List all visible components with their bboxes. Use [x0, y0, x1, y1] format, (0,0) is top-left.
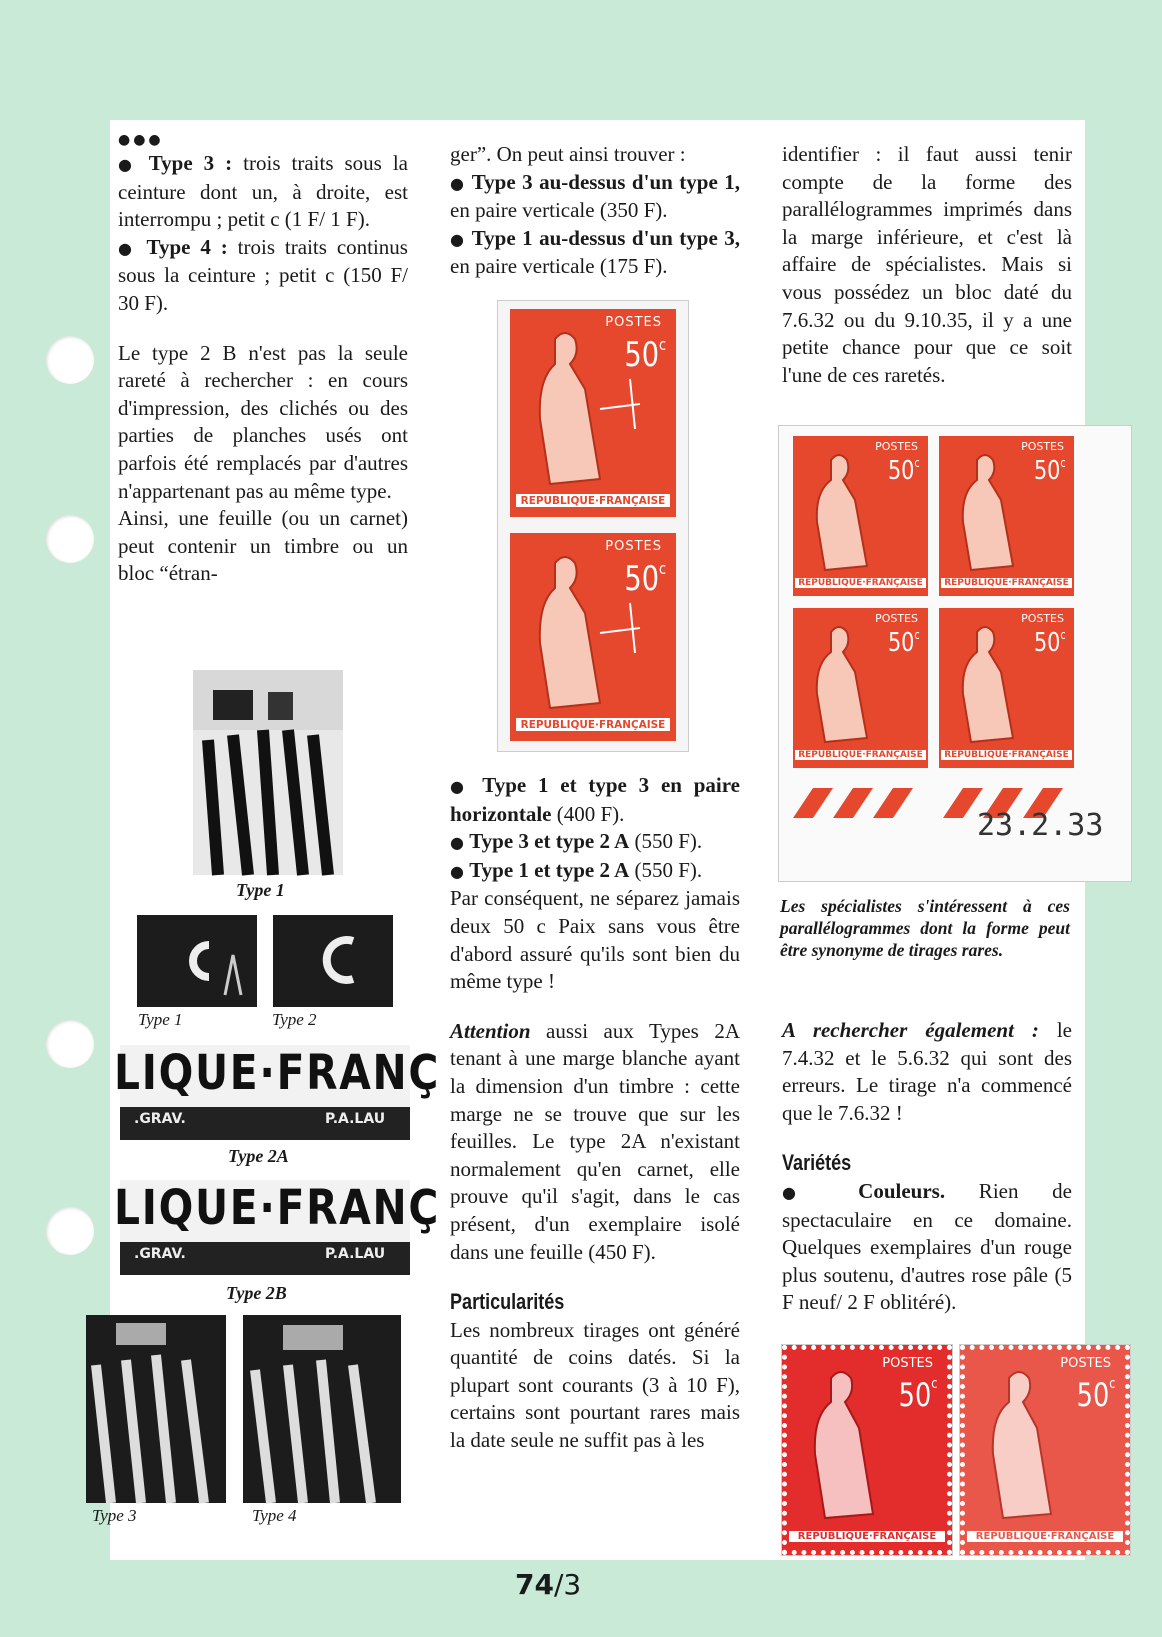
attention-paragraph: Attention aussi aux Types 2A tenant à une marge blanche ayant la dimension d'un timbre : cette marge ne se trouve que sur les feuilles. Le type 2A n'existant normalement qu'en carnet, elle prouve qu'il s'agit, dans le cas présent, d'un exemplaire isolé dans une feuille (450 F).	[450, 1018, 740, 1264]
heading-varietes: Variétés	[782, 1150, 852, 1176]
type4-closeup-image	[243, 1315, 401, 1503]
item-type1-type2a: ● Type 1 et type 2 A (550 F).	[450, 857, 703, 882]
type3-paragraph: ● Type 3 : trois traits sous la ceinture dont un, à droite, est interrompu ; petit c (1 F/ 1 F).	[118, 151, 408, 232]
stamp-50c: POSTES 50$^c$ REPUBLIQUE·FRANÇAISE	[793, 436, 928, 596]
binder-hole	[46, 1020, 94, 1068]
item-horizontal-pair: ● Type 1 et type 3 en paire horizontale (400 F).	[450, 773, 740, 826]
banner-text: LIQUE·FRANÇ	[114, 1045, 441, 1101]
continuation-dots: ●●●	[118, 132, 164, 148]
item-type1-over-type3: ● Type 1 au-dessus d'un type 3, en paire verticale (175 F).	[450, 225, 741, 279]
type2a-banner-image	[114, 1045, 441, 1140]
column-2	[450, 141, 740, 281]
caption-type2-small: Type 2	[272, 1010, 317, 1029]
stamp-vertical-pair	[497, 300, 689, 752]
bullet-icon: ●	[450, 777, 471, 796]
stamp-50c: POSTES 50$^c$ REPUBLIQUE·FRANÇAISE	[510, 533, 676, 741]
type1-c-image	[137, 915, 257, 1007]
binder-hole	[46, 1207, 94, 1255]
caption-type4-small: Type 4	[252, 1506, 297, 1525]
banner-sub-left: .GRAV.	[134, 1111, 186, 1127]
binder-hole	[46, 515, 94, 563]
type1-closeup-image	[193, 670, 343, 875]
separation-paragraph: Par conséquent, ne séparez jamais deux 50 c Paix sans vous être d'abord assuré qu'ils sont bien du même type !	[450, 886, 740, 994]
peace-figure-icon	[939, 608, 1074, 768]
stamp-color-variety-dark: POSTES 50$^c$ REPUBLIQUE·FRANÇAISE	[782, 1345, 952, 1555]
continuation-text: ger”. On peut ainsi trouver :	[450, 142, 686, 166]
search-paragraph: A rechercher également : le 7.4.32 et le 5.6.32 qui sont des erreurs. Le tirage n'a commencé que le 7.6.32 !	[782, 1018, 1072, 1125]
stamp-50c: POSTES 50$^c$ REPUBLIQUE·FRANÇAISE	[510, 309, 676, 517]
column-3-lower	[782, 1017, 1072, 1317]
item-type3-type2a: ● Type 3 et type 2 A (550 F).	[450, 829, 703, 854]
stamp-50c: POSTES 50$^c$ REPUBLIQUE·FRANÇAISE	[793, 608, 928, 768]
caption-type2b: Type 2B	[226, 1283, 287, 1303]
peace-figure-icon	[787, 1350, 947, 1550]
banner-text: LIQUE·FRANÇ	[114, 1180, 441, 1236]
column-1	[118, 130, 408, 588]
rarity-paragraph: Le type 2 B n'est pas la seule rareté à rechercher : en cours d'impression, des clichés ou des parties de planches usés ont parfois été remplacés par d'autres n'appartenant pas au même type.	[118, 340, 408, 503]
bullet-icon: ●	[450, 173, 466, 193]
type3-closeup-image	[86, 1315, 226, 1503]
dated-corner-caption: Les spécialistes s'intéressent à ces parallélogrammes dont la forme peut être synonyme de tirages rares.	[780, 896, 1070, 960]
binder-hole	[46, 336, 94, 384]
page-number: 74/3	[515, 1568, 582, 1601]
bullet-icon: ●	[450, 833, 464, 853]
peace-figure-icon	[793, 436, 928, 596]
sheet-paragraph: Ainsi, une feuille (ou un carnet) peut contenir un timbre ou un bloc “étran-	[118, 506, 408, 586]
peace-figure-icon	[965, 1350, 1125, 1550]
stamp-50c: POSTES 50$^c$ REPUBLIQUE·FRANÇAISE	[939, 436, 1074, 596]
dated-corner-date: 23.2.33	[977, 808, 1104, 843]
peace-figure-icon	[510, 309, 676, 517]
dated-corners-paragraph: Les nombreux tirages ont généré quantité de coins datés. Si la plupart sont courants (3 à 10 F), certains sont pourtant rares mais la date seule ne suffit pas à les	[450, 1317, 740, 1453]
peace-figure-icon	[939, 436, 1074, 596]
bullet-icon: ●	[118, 238, 137, 258]
item-type3-over-type1: ● Type 3 au-dessus d'un type 1, en paire verticale (350 F).	[450, 169, 741, 223]
heading-particularites: Particularités	[450, 1289, 565, 1315]
banner-sub-right: P.A.LAU	[325, 1111, 386, 1127]
bullet-icon: ●	[782, 1182, 825, 1202]
banner-sub-left: .GRAV.	[134, 1246, 186, 1262]
peace-figure-icon	[510, 533, 676, 741]
type4-paragraph: ● Type 4 : trois traits continus sous la ceinture ; petit c (150 F/ 30 F).	[118, 234, 408, 315]
identify-paragraph: identifier : il faut aussi tenir compte de la forme des parallélogrammes imprimés dans la marge inférieure, et c'est là affaire de spécialistes. Mais si vous possédez un bloc daté du 7.6.32 ou du 9.10.35, il y a une petite chance pour que ce soit l'une de ces raretés.	[782, 142, 1072, 387]
peace-figure-icon	[793, 608, 928, 768]
caption-type1: Type 1	[236, 880, 285, 900]
stamp-color-variety-pale: POSTES 50$^c$ REPUBLIQUE·FRANÇAISE	[960, 1345, 1130, 1555]
banner-sub-right: P.A.LAU	[325, 1246, 386, 1262]
type2-c-image	[273, 915, 393, 1007]
caption-type3-small: Type 3	[92, 1506, 137, 1525]
bullet-icon: ●	[450, 229, 466, 249]
column-2-lower	[450, 772, 740, 1455]
bullet-icon: ●	[118, 155, 138, 174]
bullet-icon: ●	[450, 861, 464, 881]
caption-type1-small: Type 1	[138, 1010, 183, 1029]
colors-paragraph: ● Couleurs. Rien de spectaculaire en ce domaine. Quelques exemplaires d'un rouge plus soutenu, d'autres rose pâle (5 F neuf/ 2 F oblitéré).	[782, 1178, 1073, 1315]
dated-corner-block	[778, 425, 1132, 882]
column-3	[782, 141, 1072, 389]
caption-type2a: Type 2A	[228, 1146, 289, 1166]
stamp-50c: POSTES 50$^c$ REPUBLIQUE·FRANÇAISE	[939, 608, 1074, 768]
type2b-banner-image	[114, 1180, 441, 1275]
